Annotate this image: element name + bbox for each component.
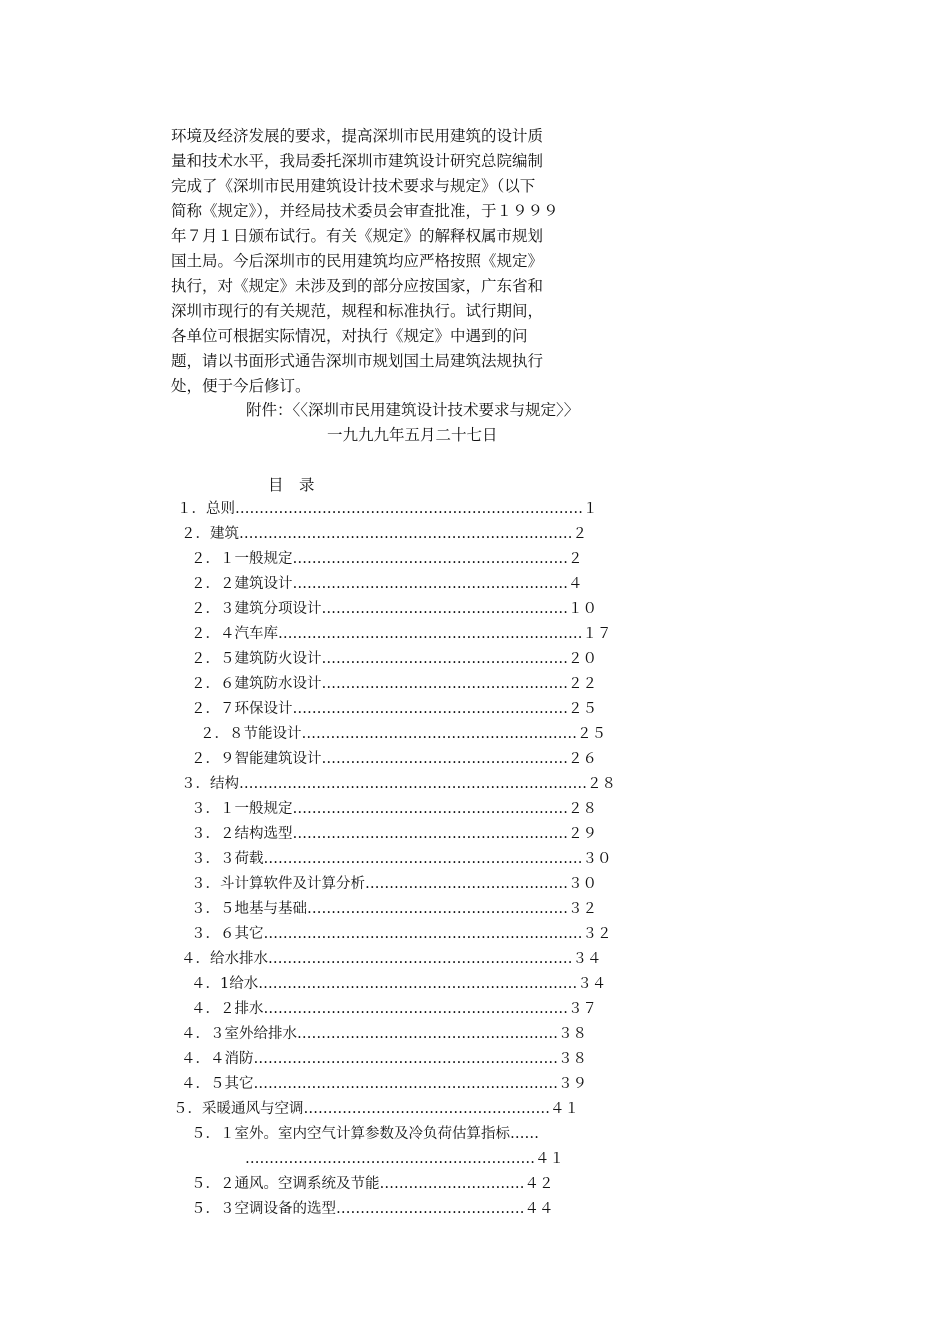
toc-entry[interactable]: ２．２建筑设计…………………………………………………４ (191, 576, 583, 592)
toc-entry-continued[interactable]: ……………………………………………………４１ (245, 1151, 564, 1167)
intro-line: 各单位可根据实际情况，对执行《规定》中遇到的问 (171, 327, 528, 345)
toc-entry[interactable]: ３．１一般规定…………………………………………………２８ (191, 801, 597, 817)
toc-entry[interactable]: ２．５建筑防火设计……………………………………………２０ (191, 651, 597, 667)
toc-entry[interactable]: ４．５其它………………………………………………………３９ (181, 1076, 587, 1092)
toc-entry[interactable]: ４．给水排水………………………………………………………３４ (181, 951, 602, 967)
toc-entry[interactable]: ２．９智能建筑设计……………………………………………２６ (191, 751, 597, 767)
toc-entry[interactable]: ４．２排水………………………………………………………３７ (191, 1001, 597, 1017)
toc-entry[interactable]: ４．1给水…………………………………………………………３４ (191, 976, 607, 992)
intro-line: 完成了《深圳市民用建筑设计技术要求与规定》（以下 (171, 177, 536, 195)
toc-entry[interactable]: ３．结构………………………………………………………………２８ (181, 776, 616, 792)
toc-entry[interactable]: ５．２通风。空调系统及节能…………………………４２ (191, 1176, 554, 1192)
toc-title: 目 录 (268, 476, 315, 494)
toc-entry[interactable]: ２．６建筑防水设计……………………………………………２２ (191, 676, 597, 692)
issue-date: 一九九九年五月二十七日 (327, 426, 498, 444)
intro-line: 执行，对《规定》未涉及到的部分应按国家，广东省和 (171, 277, 544, 295)
toc-entry[interactable]: ２．４汽车库………………………………………………………１７ (191, 626, 612, 642)
toc-entry[interactable]: １．总则………………………………………………………………１ (177, 501, 598, 517)
intro-line: 国土局。今后深圳市的民用建筑均应严格按照《规定》 (171, 252, 544, 270)
intro-line: 深圳市现行的有关规范，规程和标准执行。试行期间， (171, 302, 544, 320)
toc-entry[interactable]: ４．３室外给排水………………………………………………３８ (181, 1026, 587, 1042)
intro-line: 题，请以书面形式通告深圳市规划国土局建筑法规执行 (171, 352, 544, 370)
toc-entry[interactable]: ３．５地基与基础………………………………………………３２ (191, 901, 597, 917)
toc-entry[interactable]: ２．１一般规定…………………………………………………２ (191, 551, 583, 567)
intro-line: 年７月１日颁布试行。有关《规定》的解释权属市规划 (171, 227, 544, 245)
intro-line: 处，便于今后修订。 (171, 377, 311, 395)
toc-entry[interactable]: ３．斗计算软件及计算分析……………………………………３０ (191, 876, 597, 892)
toc-entry[interactable]: ２．３建筑分项设计……………………………………………１０ (191, 601, 597, 617)
toc-entry[interactable]: ３．２结构选型…………………………………………………２９ (191, 826, 597, 842)
toc-entry[interactable]: ５．采暖通风与空调……………………………………………４１ (173, 1101, 579, 1117)
toc-entry[interactable]: ３．６其它…………………………………………………………３２ (191, 926, 612, 942)
toc-entry[interactable]: ３．３荷载…………………………………………………………３０ (191, 851, 612, 867)
intro-line: 量和技术水平，我局委托深圳市建筑设计研究总院编制 (171, 152, 544, 170)
toc-entry[interactable]: ２．建筑……………………………………………………………２ (181, 526, 587, 542)
intro-line: 简称《规定》），并经局技术委员会审查批准，于１９９９ (171, 202, 559, 220)
toc-entry[interactable]: ４．４消防………………………………………………………３８ (181, 1051, 587, 1067)
intro-line: 环境及经济发展的要求，提高深圳市民用建筑的设计质 (171, 127, 544, 145)
toc-entry[interactable]: ２．８节能设计…………………………………………………２５ (200, 726, 606, 742)
toc-entry[interactable]: ２．７环保设计…………………………………………………２５ (191, 701, 597, 717)
attachment-line: 附件：〈〈深圳市民用建筑设计技术要求与规定〉〉 (246, 401, 580, 419)
toc-entry[interactable]: ５．３空调设备的选型…………………………………４４ (191, 1201, 554, 1217)
intro-paragraph (171, 124, 611, 399)
toc-entry[interactable]: ５．１室外。室内空气计算参数及冷负荷估算指标…… (191, 1126, 539, 1142)
